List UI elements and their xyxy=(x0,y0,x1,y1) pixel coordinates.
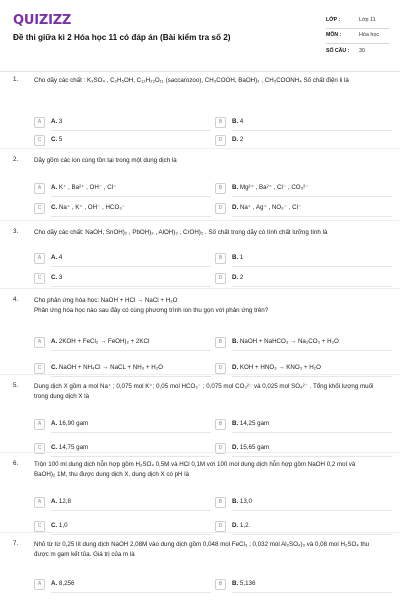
question-text: Nhỏ từ từ 0,25 lít dung dịch NaOH 2,08M vào dung dịch gồm 0,048 mol FeCl₃ ; 0,032 mol Al₂SO₄)₃ và 0,08 mol H₂SO₄ thu được m gam kết tủa. Giá trị của m là xyxy=(34,541,370,558)
question-text: Cho phản ứng hóa học: NaOH + HCl → NaCl + H₂O Phản ứng hóa học nào sau đây có cùng phương trình ion thu gọn với phản ứng trên? xyxy=(34,297,269,314)
answer-option-b[interactable] xyxy=(215,252,243,265)
question-divider xyxy=(0,532,400,533)
option-letter-badge: D xyxy=(215,363,226,374)
option-value: 5 xyxy=(58,136,63,144)
answer-option-b[interactable] xyxy=(215,418,269,431)
question-text: Cho dãy các chất: NaOH, SnOH)₂ , PbOH)₂ , AlOH)₃ , CrOH)₂ . Số chất trong dãy có tính chất lưỡng tính là xyxy=(34,229,328,236)
option-key: A. xyxy=(51,254,59,262)
option-underline xyxy=(232,456,392,457)
option-letter-badge: D xyxy=(215,203,226,214)
option-underline xyxy=(51,216,211,217)
answer-option-a[interactable] xyxy=(34,496,71,509)
option-underline xyxy=(232,432,392,433)
option-underline xyxy=(232,592,392,593)
answer-option-b[interactable] xyxy=(215,496,252,509)
option-underline xyxy=(51,376,211,377)
answer-option-c[interactable] xyxy=(34,202,125,215)
option-key: C. xyxy=(51,136,59,144)
option-value: 13,0 xyxy=(239,498,252,506)
option-value: Na⁺ , K⁺ , OH⁻ , HCO₃⁻ xyxy=(58,204,126,212)
meta-label: LỚP : xyxy=(326,17,341,24)
answer-option-b[interactable] xyxy=(215,578,255,591)
option-letter-badge: D xyxy=(215,273,226,284)
option-value: 4 xyxy=(58,254,63,262)
answer-option-d[interactable] xyxy=(215,272,243,285)
option-underline xyxy=(232,196,392,197)
option-underline xyxy=(232,376,392,377)
option-underline xyxy=(232,286,392,287)
option-text xyxy=(232,580,255,588)
option-key: C. xyxy=(51,522,59,530)
option-text xyxy=(51,254,62,262)
option-text xyxy=(51,118,62,126)
option-text xyxy=(51,580,74,588)
question-text: Trộn 100 ml dung dịch hỗn hợp gồm H₂SO₄ 0,5M và HCl 0,1M với 100 mol dung dịch hỗn hợp gồm NaOH 0,2 mol và BaOH)₂ 1M, thu được dung dịch X. dung dịch X có pH là xyxy=(34,461,356,478)
question-text: Dãy gồm các ion cùng tồn tại trong một dung dịch là xyxy=(34,157,177,164)
option-text xyxy=(51,184,116,192)
quizizz-logo: QUIZIZZ xyxy=(13,13,72,28)
option-key: D. xyxy=(232,274,240,282)
option-value: 15,65 gam xyxy=(239,444,270,452)
option-letter-badge: A xyxy=(34,579,45,590)
option-value: 1,0 xyxy=(58,522,68,530)
question-divider xyxy=(0,288,400,289)
option-key: D. xyxy=(232,204,240,212)
option-underline xyxy=(51,286,211,287)
answer-option-a[interactable] xyxy=(34,578,74,591)
option-underline xyxy=(51,350,211,351)
option-key: C. xyxy=(51,444,59,452)
option-letter-badge: C xyxy=(34,443,45,454)
meta-row-subject xyxy=(326,29,390,44)
option-underline xyxy=(51,432,211,433)
option-value: 8,256 xyxy=(58,580,75,588)
option-key: B. xyxy=(232,498,240,506)
option-key: A. xyxy=(51,580,59,588)
option-text xyxy=(232,184,308,192)
question-divider xyxy=(0,452,400,453)
question-divider xyxy=(0,220,400,221)
option-key: B. xyxy=(232,420,240,428)
option-value: 16,90 gam xyxy=(58,420,89,428)
question-number: 2. xyxy=(13,156,19,163)
question-number: 5. xyxy=(13,382,19,389)
option-text xyxy=(51,338,149,346)
meta-value: Hóa học xyxy=(359,32,380,39)
option-underline xyxy=(232,510,392,511)
option-text xyxy=(232,274,243,282)
option-underline xyxy=(51,266,211,267)
option-letter-badge: B xyxy=(215,419,226,430)
option-key: B. xyxy=(232,118,240,126)
option-underline xyxy=(51,592,211,593)
option-text xyxy=(232,118,243,126)
meta-label: MÔN : xyxy=(326,32,342,39)
answer-option-a[interactable] xyxy=(34,182,116,195)
option-value: 12,8 xyxy=(58,498,71,506)
meta-value: Lớp 11 xyxy=(359,17,376,24)
option-letter-badge: D xyxy=(215,521,226,532)
option-key: B. xyxy=(232,338,240,346)
option-key: A. xyxy=(51,420,59,428)
question-text: Cho dãy các chất : K₂SO₄ , C₂H₅OH, C₁₂H₂₂O₁₁ (saccarozoo), CH₃COOH, BaOH)₂ , CH₃COONH₄ Số chất điện li là xyxy=(34,77,349,84)
answer-option-a[interactable] xyxy=(34,418,88,431)
option-text xyxy=(232,498,252,506)
option-letter-badge: C xyxy=(34,135,45,146)
option-letter-badge: B xyxy=(215,117,226,128)
option-value: Na⁺ , Ag⁺ , NO₃⁻ , Cl⁻ xyxy=(239,204,302,212)
option-key: C. xyxy=(51,274,59,282)
option-letter-badge: D xyxy=(215,135,226,146)
option-letter-badge: B xyxy=(215,337,226,348)
page-header xyxy=(0,0,400,72)
meta-value: 30 xyxy=(359,47,365,54)
option-key: C. xyxy=(51,204,59,212)
question-number: 3. xyxy=(13,228,19,235)
option-value: 5,136 xyxy=(239,580,256,588)
option-text xyxy=(232,136,243,144)
meta-table xyxy=(326,14,390,59)
option-text xyxy=(51,364,163,372)
option-text xyxy=(51,274,62,282)
option-text xyxy=(232,254,243,262)
question-divider xyxy=(0,374,400,375)
option-letter-badge: A xyxy=(34,337,45,348)
answer-option-d[interactable] xyxy=(215,134,243,147)
option-letter-badge: B xyxy=(215,497,226,508)
question-number: 7. xyxy=(13,540,19,547)
question-number: 1. xyxy=(13,76,19,83)
option-value: 3 xyxy=(58,118,63,126)
option-underline xyxy=(51,196,211,197)
option-value: Mg²⁺ , Ba²⁺ , Cl⁻ , CO₃²⁻ xyxy=(239,184,309,192)
option-letter-badge: C xyxy=(34,203,45,214)
option-value: 2KOH + FeCl₂ → FeOH)₂ + 2KCl xyxy=(58,338,150,346)
option-underline xyxy=(232,350,392,351)
answer-option-b[interactable] xyxy=(215,336,339,349)
option-value: NaOH + NaHCO₃ → Na₂CO₃ + H₂O xyxy=(239,338,339,346)
answer-option-b[interactable] xyxy=(215,182,308,195)
option-key: A. xyxy=(51,498,59,506)
option-underline xyxy=(51,510,211,511)
option-underline xyxy=(51,456,211,457)
option-text xyxy=(51,136,62,144)
meta-row-class xyxy=(326,14,390,29)
option-key: A. xyxy=(51,338,59,346)
option-key: B. xyxy=(232,580,240,588)
option-text xyxy=(232,364,321,372)
option-letter-badge: B xyxy=(215,183,226,194)
option-underline xyxy=(51,130,211,131)
option-underline xyxy=(232,130,392,131)
page-title: Đề thi giữa kì 2 Hóa học 11 có đáp án (Bài kiểm tra số 2) xyxy=(13,33,231,42)
option-letter-badge: D xyxy=(215,443,226,454)
option-value: KOH + HNO₃ → KNO₃ + H₂O xyxy=(239,364,321,372)
option-key: A. xyxy=(51,118,59,126)
option-value: 4 xyxy=(239,118,244,126)
option-letter-badge: B xyxy=(215,579,226,590)
answer-option-a[interactable] xyxy=(34,116,62,129)
option-key: D. xyxy=(232,522,240,530)
option-letter-badge: A xyxy=(34,419,45,430)
option-letter-badge: B xyxy=(215,253,226,264)
answer-option-d[interactable] xyxy=(215,202,301,215)
option-key: B. xyxy=(232,184,240,192)
option-text xyxy=(232,338,339,346)
option-value: 3 xyxy=(58,274,63,282)
option-value: 14,75 gam xyxy=(58,444,89,452)
option-letter-badge: C xyxy=(34,521,45,532)
option-underline xyxy=(232,266,392,267)
question-number: 4. xyxy=(13,296,19,303)
option-text xyxy=(51,522,68,530)
option-value: 2 xyxy=(239,136,244,144)
option-key: A. xyxy=(51,184,59,192)
option-letter-badge: C xyxy=(34,273,45,284)
answer-option-c[interactable] xyxy=(34,272,62,285)
meta-row-count xyxy=(326,44,390,59)
option-value: 14,25 gam xyxy=(239,420,270,428)
option-letter-badge: C xyxy=(34,363,45,374)
meta-label: SỐ CÂU : xyxy=(326,47,350,54)
option-underline xyxy=(51,534,211,535)
option-letter-badge: A xyxy=(34,117,45,128)
option-letter-badge: A xyxy=(34,183,45,194)
option-key: D. xyxy=(232,136,240,144)
option-key: D. xyxy=(232,444,240,452)
option-value: 1,2. xyxy=(239,522,251,530)
answer-option-c[interactable] xyxy=(34,134,62,147)
answer-option-c[interactable] xyxy=(34,442,88,455)
option-value: NaOH + NH₄Cl → NaCL + NH₃ + H₂O xyxy=(58,364,163,372)
answer-option-a[interactable] xyxy=(34,336,149,349)
option-value: K⁺ , Ba²⁺ , OH⁻ , Cl⁻ xyxy=(58,184,117,192)
option-text xyxy=(51,204,125,212)
option-letter-badge: A xyxy=(34,253,45,264)
answer-option-a[interactable] xyxy=(34,252,62,265)
option-underline xyxy=(232,216,392,217)
option-text xyxy=(232,522,250,530)
option-key: D. xyxy=(232,364,240,372)
option-text xyxy=(232,204,301,212)
option-text xyxy=(51,420,88,428)
option-text xyxy=(51,498,71,506)
answer-option-b[interactable] xyxy=(215,116,243,129)
option-letter-badge: A xyxy=(34,497,45,508)
option-text xyxy=(232,420,269,428)
option-underline xyxy=(232,534,392,535)
option-value: 1 xyxy=(239,254,244,262)
option-key: B. xyxy=(232,254,240,262)
question-number: 6. xyxy=(13,460,19,467)
question-divider xyxy=(0,148,400,149)
answer-option-d[interactable] xyxy=(215,442,269,455)
question-text: Dung dịch X gồm a mol Na⁺ ; 0,075 mol K⁺; 0,05 mol HCO₃⁻ ; 0,075 mol CO₃²⁻ và 0,025 mol SO₄²⁻ . Tổng khối lượng muối trong dung dịch X là xyxy=(34,383,374,400)
option-value: 2 xyxy=(239,274,244,282)
option-key: C. xyxy=(51,364,59,372)
